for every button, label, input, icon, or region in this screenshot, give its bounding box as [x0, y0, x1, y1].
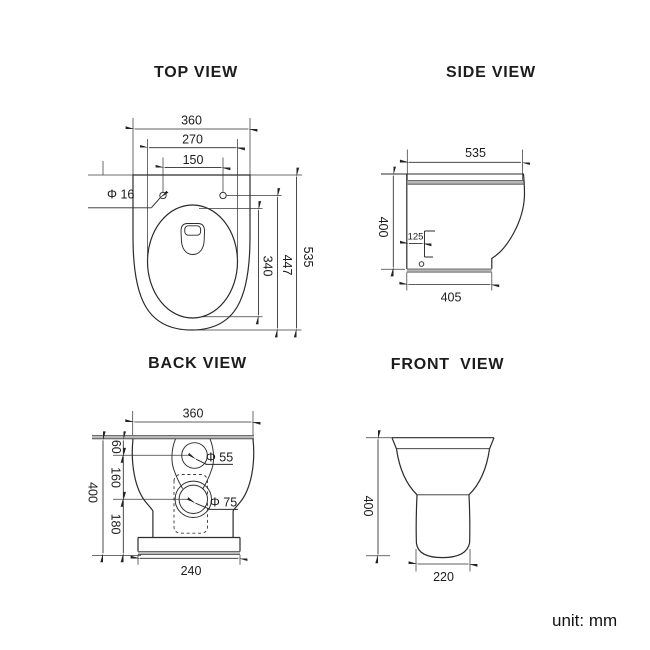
side-view-base-dim — [407, 273, 492, 305]
back-view — [86, 355, 255, 578]
dim-60: 60 — [109, 439, 123, 454]
dim-405: 405 — [440, 290, 462, 305]
dim-phi55: Φ 55 — [205, 450, 234, 465]
dim-535-top-view: 535 — [301, 246, 315, 268]
floor-band — [407, 269, 492, 272]
side-view-title: SIDE VIEW — [446, 64, 536, 81]
flush-hole — [185, 226, 201, 235]
dim-270: 270 — [182, 132, 203, 147]
side-view-length-dim — [407, 146, 522, 180]
top-view-width-dims — [133, 114, 250, 261]
outlet-diameter-callout — [196, 496, 239, 510]
back-view-stacked-dims — [109, 440, 192, 553]
unit-note: unit: mm — [552, 611, 618, 630]
side-view — [376, 64, 536, 305]
front-view-body-outline — [366, 438, 494, 558]
left-hinge-hole — [160, 192, 166, 198]
inlet-diameter-callout — [196, 451, 233, 465]
dim-220: 220 — [433, 570, 454, 584]
bowl-column-left — [172, 439, 183, 489]
dim-125: 125 — [407, 231, 424, 243]
front-view-height-dim — [361, 439, 390, 556]
side-view-height-dim — [376, 176, 405, 270]
back-top-band — [92, 436, 254, 439]
top-view — [88, 64, 315, 330]
side-view-offset-dim — [408, 232, 424, 244]
plinth-band — [138, 552, 240, 555]
dim-180: 180 — [108, 513, 123, 535]
right-hinge-hole — [220, 192, 226, 198]
dim-360-top: 360 — [181, 113, 202, 128]
dim-phi16: Φ 16 — [107, 187, 135, 202]
back-view-title: BACK VIEW — [148, 355, 247, 372]
dim-400-back: 400 — [85, 482, 100, 503]
side-fixing-hole — [419, 262, 424, 267]
fixing-bracket — [425, 231, 436, 257]
dim-535-side-view: 535 — [465, 146, 486, 160]
dim-240: 240 — [180, 564, 202, 578]
top-view-length-dims — [188, 177, 315, 330]
dim-360-back: 360 — [182, 406, 204, 421]
dim-340: 340 — [260, 255, 275, 277]
back-view-width-dim — [133, 407, 253, 436]
dim-400-side-view: 400 — [376, 216, 390, 238]
top-view-title: TOP VIEW — [153, 64, 239, 81]
dim-447: 447 — [280, 254, 294, 276]
seat-band — [408, 181, 524, 184]
front-view — [361, 356, 504, 584]
dim-400-front: 400 — [361, 495, 375, 517]
hinge-diameter-callout — [88, 188, 160, 208]
dim-phi75: Φ 75 — [209, 495, 238, 510]
dim-150: 150 — [182, 152, 204, 167]
seat-opening-oval — [148, 205, 238, 318]
back-view-base-dim — [138, 555, 240, 578]
top-view-body-outline — [88, 161, 302, 330]
dim-160: 160 — [108, 467, 123, 488]
side-view-body-outline — [381, 174, 524, 272]
front-view-title: FRONT VIEW — [390, 356, 505, 373]
